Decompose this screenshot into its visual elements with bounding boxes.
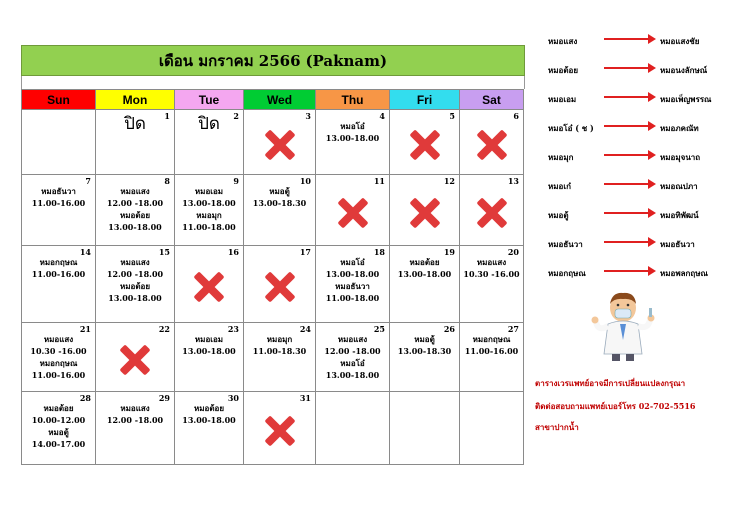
day-number: 20: [507, 247, 519, 257]
day-cell: [96, 392, 175, 465]
legend-full-name: หมอพลกฤษณ: [660, 268, 708, 278]
arrow-right-icon: [604, 67, 654, 69]
shift-time: 13.00-18.00: [397, 269, 452, 279]
day-cell: [22, 175, 96, 246]
legend-full-name: หมอภคณัท: [660, 123, 699, 133]
day-cell: [316, 175, 390, 246]
closed-x-icon: [475, 128, 509, 162]
legend-short-name: หมอแสง: [548, 36, 578, 46]
legend-full-name: หมอนงลักษณ์: [660, 65, 708, 75]
day-cell: [460, 323, 524, 392]
day-number: 12: [443, 176, 455, 186]
arrow-right-icon: [604, 270, 654, 272]
shift-info: [22, 175, 95, 209]
doctor-name: หมอมุก: [266, 334, 293, 344]
doctor-name: หมอตู้: [414, 334, 435, 344]
doctor-mascot-icon: [588, 288, 658, 363]
day-cell: [244, 246, 316, 323]
shift-time: 13.00-18.00: [108, 222, 162, 232]
day-number: 22: [158, 324, 170, 334]
shift-time: 13.00-18.00: [108, 293, 162, 303]
shift-time: 12.00 -18.00: [106, 415, 164, 425]
closed-x-icon: [336, 196, 370, 230]
arrow-right-icon: [604, 183, 654, 185]
legend-full-name: หมอธันวา: [660, 239, 695, 249]
closed-x-icon: [192, 270, 226, 304]
day-cell: [244, 175, 316, 246]
weekday-header-row: [22, 90, 524, 110]
doctor-name: หมอต้อย: [409, 257, 440, 267]
doctor-name: หมอแสง: [476, 257, 507, 267]
shift-info: [96, 110, 174, 134]
closed-x-icon: [263, 270, 297, 304]
shift-time: 13.00-18.30: [252, 198, 307, 208]
shift-time: 12.00 -18.00: [106, 198, 164, 208]
day-number: 13: [507, 176, 519, 186]
shift-time: 11.00-18.30: [252, 346, 307, 356]
doctor-name: หมอแสง: [337, 334, 368, 344]
legend-short-name: หมอเอม: [548, 94, 577, 104]
day-cell: [460, 175, 524, 246]
legend-row: [548, 120, 738, 134]
doctor-name: หมอธันวา: [335, 281, 370, 291]
calendar-grid: [21, 89, 524, 465]
arrow-right-icon: [604, 38, 654, 40]
legend-full-name: หมอแสงชัย: [660, 36, 700, 46]
shift-time: 13.00-18.00: [182, 415, 236, 425]
arrow-right-icon: [604, 154, 654, 156]
doctor-name: หมอต้อย: [119, 281, 151, 291]
calendar-branch: (Paknam): [305, 51, 388, 70]
day-cell: [316, 246, 390, 323]
weekday-header-sun: Sun: [22, 90, 96, 110]
doctor-name: หมอมุก: [196, 210, 222, 220]
weekday-header-wed: Wed: [244, 90, 316, 110]
day-number: 2: [233, 111, 239, 121]
doctor-name: หมอตู้: [48, 427, 69, 437]
weekday-header-tue: Tue: [175, 90, 244, 110]
legend-row: [548, 62, 738, 76]
closed-label: ปิด: [124, 114, 146, 134]
day-number: 27: [507, 324, 519, 334]
day-number: 25: [373, 324, 385, 334]
closed-x-icon: [263, 414, 297, 448]
day-number: 9: [233, 176, 239, 186]
day-number: 26: [443, 324, 455, 334]
shift-time: 13.00-18.30: [397, 346, 452, 356]
day-cell: [316, 392, 390, 465]
day-number: 31: [299, 393, 311, 403]
week-row: [22, 110, 524, 175]
closed-x-icon: [475, 196, 509, 230]
doctor-name: หมอแสง: [120, 403, 150, 413]
day-cell: [244, 110, 316, 175]
arrow-right-icon: [604, 96, 654, 98]
notice-line-1: ตารางเวรแพทย์อาจมีการเปลี่ยนแปลงกรุณา: [535, 378, 686, 388]
day-cell: [316, 110, 390, 175]
legend-short-name: หมอกฤษณ: [548, 268, 586, 278]
shift-time: 10.00-12.00: [31, 415, 86, 425]
arrow-right-icon: [604, 241, 654, 243]
shift-time: 11.00-16.00: [464, 346, 519, 356]
weekday-header-sat: Sat: [460, 90, 524, 110]
day-number: 17: [299, 247, 311, 257]
day-cell: [390, 246, 460, 323]
doctor-name: หมอต้อย: [119, 210, 151, 220]
weekday-header-thu: Thu: [316, 90, 390, 110]
day-cell: [175, 175, 244, 246]
day-cell: [96, 323, 175, 392]
day-cell: [390, 392, 460, 465]
doctor-name: หมอโอ๋: [340, 257, 365, 267]
closed-x-icon: [408, 128, 442, 162]
shift-time: 11.00-18.00: [182, 222, 236, 232]
day-number: 10: [299, 176, 311, 186]
weekday-header-mon: Mon: [96, 90, 175, 110]
calendar-title: [21, 45, 525, 76]
day-number: 30: [227, 393, 239, 403]
legend-row: [548, 33, 738, 47]
shift-time: 12.00 -18.00: [106, 269, 164, 279]
day-cell: [390, 110, 460, 175]
doctor-name: หมอโอ๋: [340, 358, 365, 368]
day-number: 6: [513, 111, 519, 121]
shift-time: 13.00-18.00: [182, 346, 236, 356]
shift-info: [316, 110, 389, 144]
doctor-name: หมอต้อย: [193, 403, 225, 413]
doctor-name: หมอแสง: [120, 186, 150, 196]
doctor-name: หมอกฤษณ: [39, 358, 78, 368]
legend-short-name: หมอต้อย: [548, 65, 579, 75]
doctor-name: หมอธันวา: [41, 186, 76, 196]
legend-full-name: หมอเพ็ญพรรณ: [660, 94, 712, 104]
weekday-header-fri: Fri: [390, 90, 460, 110]
legend-short-name: หมอมุก: [548, 152, 574, 162]
doctor-name: หมอเอม: [194, 334, 224, 344]
day-number: 19: [443, 247, 455, 257]
day-cell: [244, 392, 316, 465]
legend-row: [548, 178, 738, 192]
day-cell: [22, 392, 96, 465]
legend-short-name: หมอเก๋: [548, 181, 571, 191]
day-number: 4: [379, 111, 385, 121]
day-cell: [175, 323, 244, 392]
closed-label: ปิด: [198, 114, 220, 134]
arrow-right-icon: [604, 212, 654, 214]
day-cell: [96, 110, 175, 175]
day-cell: [96, 175, 175, 246]
day-cell: [175, 392, 244, 465]
shift-time: 11.00-16.00: [31, 370, 86, 380]
arrow-right-icon: [604, 125, 654, 127]
doctor-name: หมอต้อย: [43, 403, 74, 413]
notice-line-3: สาขาปากน้ำ: [535, 422, 579, 432]
day-number: 5: [449, 111, 455, 121]
legend-row: [548, 236, 738, 250]
day-cell: [460, 392, 524, 465]
day-cell: [22, 110, 96, 175]
day-number: 24: [299, 324, 311, 334]
shift-time: 13.00-18.00: [325, 370, 380, 380]
day-cell: [96, 246, 175, 323]
day-cell: [390, 323, 460, 392]
shift-time: 13.00-18.00: [325, 269, 380, 279]
day-cell: [390, 175, 460, 246]
shift-time: 14.00-17.00: [31, 439, 86, 449]
day-cell: [175, 246, 244, 323]
day-number: 1: [164, 111, 170, 121]
day-number: 16: [227, 247, 239, 257]
doctor-name: หมอแสง: [120, 257, 150, 267]
notice-line-2: ติดต่อสอบถามแพทย์เบอร์โทร 02-702-5516: [535, 401, 696, 411]
day-number: 28: [79, 393, 91, 403]
closed-x-icon: [118, 343, 152, 377]
legend-row: [548, 149, 738, 163]
doctor-name: หมอแสง: [43, 334, 74, 344]
day-number: 15: [158, 247, 170, 257]
day-cell: [460, 110, 524, 175]
calendar-month: เดือน มกราคม 2566: [158, 51, 301, 70]
shift-time: 12.00 -18.00: [324, 346, 381, 356]
day-number: 3: [305, 111, 311, 121]
week-row: [22, 392, 524, 465]
day-number: 29: [158, 393, 170, 403]
doctor-name: หมอกฤษณ: [472, 334, 511, 344]
shift-time: 10.30 -16.00: [30, 346, 87, 356]
shift-time: 11.00-16.00: [31, 269, 86, 279]
shift-time: 11.00-16.00: [31, 198, 86, 208]
day-number: 11: [373, 176, 385, 186]
legend-short-name: หมอโอ๋ ( ช ): [548, 123, 594, 133]
week-row: [22, 246, 524, 323]
day-number: 21: [79, 324, 91, 334]
day-cell: [244, 323, 316, 392]
day-cell: [22, 323, 96, 392]
doctor-name: หมอกฤษณ: [39, 257, 78, 267]
day-number: 23: [227, 324, 239, 334]
doctor-name: หมอโอ๋: [340, 121, 365, 131]
closed-x-icon: [263, 128, 297, 162]
legend-full-name: หมอทิพัฒน์: [660, 210, 699, 220]
legend-row: [548, 91, 738, 105]
shift-time: 11.00-18.00: [325, 293, 380, 303]
legend-full-name: หมอณปภา: [660, 181, 698, 191]
day-cell: [175, 110, 244, 175]
day-cell: [22, 246, 96, 323]
day-cell: [316, 323, 390, 392]
shift-info: [96, 175, 174, 233]
day-number: 8: [164, 176, 170, 186]
day-number: 18: [373, 247, 385, 257]
legend-short-name: หมอธันวา: [548, 239, 583, 249]
legend-short-name: หมอตู้: [548, 210, 569, 220]
legend-row: [548, 265, 738, 279]
shift-time: 13.00-18.00: [182, 198, 236, 208]
day-number: 14: [79, 247, 91, 257]
day-cell: [460, 246, 524, 323]
legend-row: [548, 207, 738, 221]
week-row: [22, 323, 524, 392]
week-row: [22, 175, 524, 246]
title-spacer: [21, 76, 525, 89]
doctor-name: หมอตู้: [269, 186, 290, 196]
legend-full-name: หมอมุจนาถ: [660, 152, 701, 162]
shift-time: 10.30 -16.00: [463, 269, 520, 279]
doctor-name: หมอเอม: [194, 186, 224, 196]
day-number: 7: [85, 176, 91, 186]
closed-x-icon: [408, 196, 442, 230]
shift-time: 13.00-18.00: [325, 133, 380, 143]
